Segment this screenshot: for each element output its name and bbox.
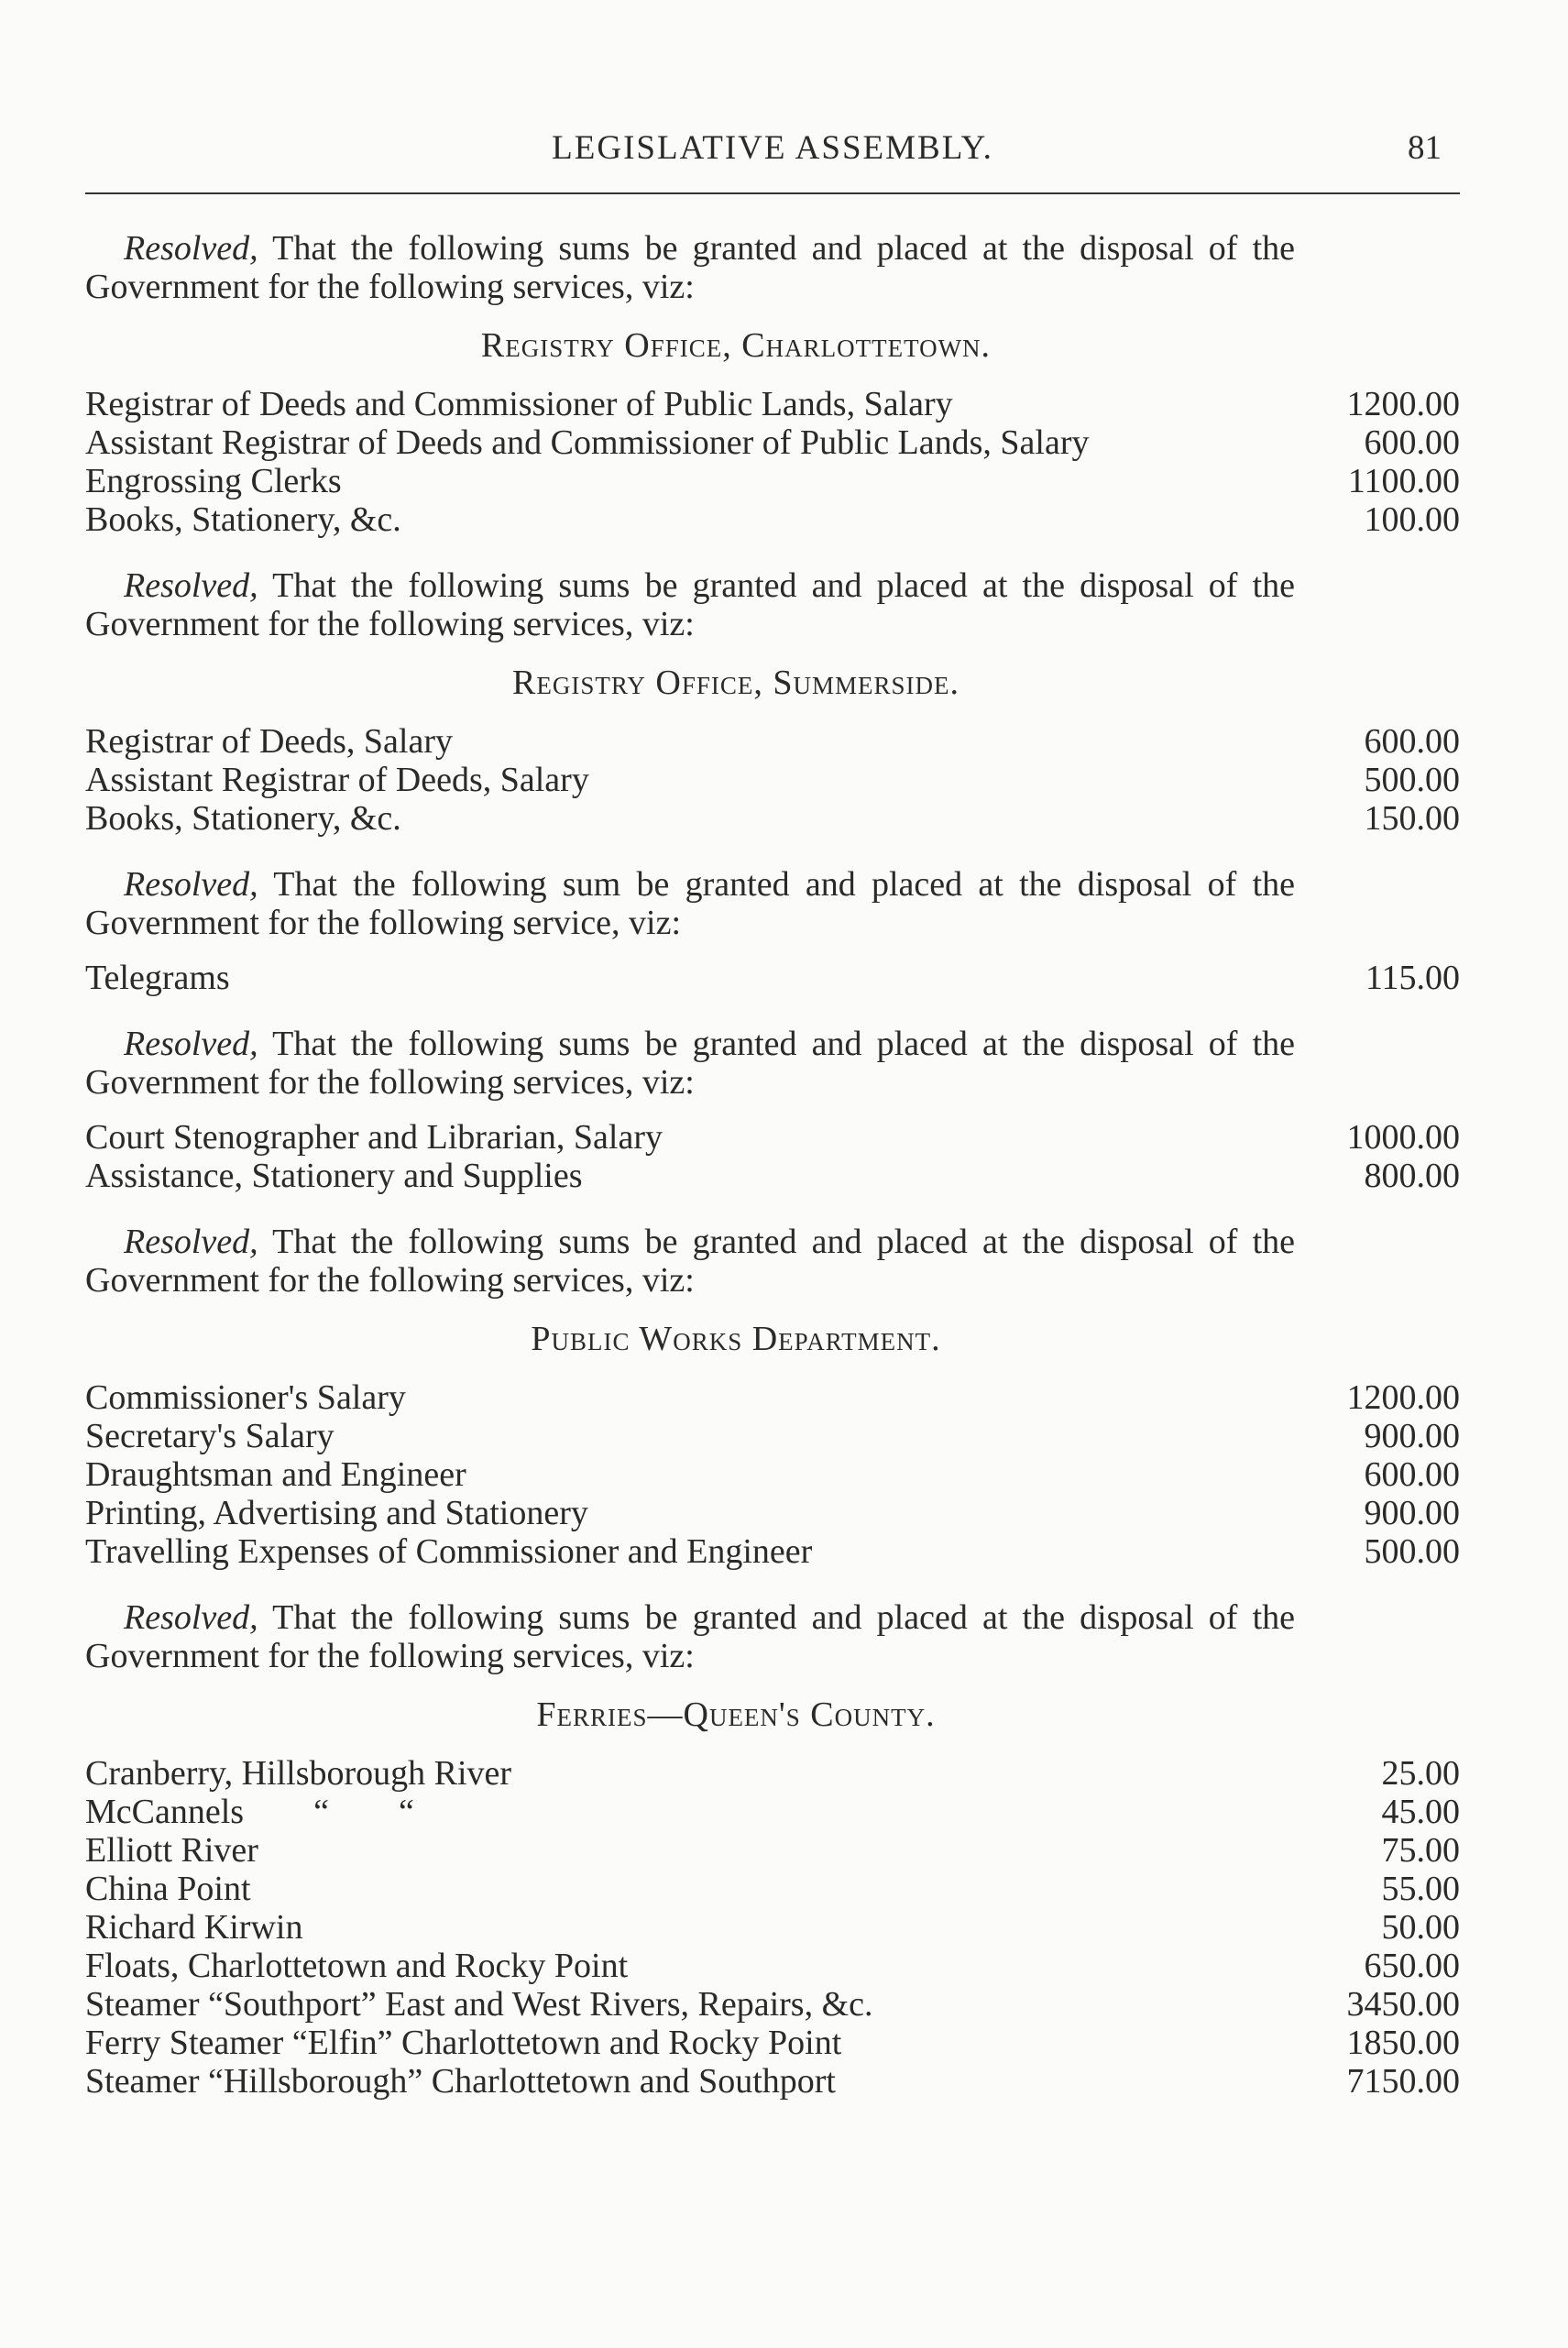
item-amount: 25.00 — [1381, 1754, 1460, 1793]
list-item — [85, 1494, 1460, 1532]
item-description: Registrar of Deeds and Commissioner of Public Lands, Salary — [85, 385, 953, 423]
item-description: Engrossing Clerks — [85, 462, 342, 500]
header-rule — [85, 192, 1460, 194]
item-description: China Point — [85, 1870, 251, 1908]
resolved-label: Resolved, — [124, 1025, 258, 1063]
document-page — [85, 119, 1460, 2128]
item-amount: 45.00 — [1381, 1793, 1460, 1831]
item-description: Telegrams — [85, 959, 230, 997]
resolution-text: That the following sums be granted and placed at the disposal of the Government for the following services, viz: — [85, 229, 1295, 306]
list-item — [85, 722, 1460, 761]
item-amount: 600.00 — [1364, 1455, 1460, 1494]
item-description: Travelling Expenses of Commissioner and Engineer — [85, 1532, 813, 1571]
resolution-text: That the following sums be granted and placed at the disposal of the Government for the following services, viz: — [85, 1598, 1295, 1675]
appropriation-list — [85, 1378, 1460, 1571]
item-description: Printing, Advertising and Stationery — [85, 1494, 588, 1532]
item-description: McCannels “ “ — [85, 1793, 414, 1831]
appropriation-list — [85, 1754, 1460, 2101]
list-item — [85, 1754, 1460, 1793]
list-item — [85, 1908, 1460, 1947]
list-item — [85, 1455, 1460, 1494]
appropriation-list — [85, 959, 1460, 997]
item-description: Assistance, Stationery and Supplies — [85, 1157, 583, 1195]
section-heading: Public Works Department. — [531, 1320, 941, 1358]
page-title: LEGISLATIVE ASSEMBLY. — [552, 129, 993, 167]
item-amount: 75.00 — [1381, 1831, 1460, 1870]
appropriation-list — [85, 722, 1460, 838]
resolved-label: Resolved, — [124, 1598, 258, 1637]
list-item — [85, 1378, 1460, 1417]
item-description: Secretary's Salary — [85, 1417, 334, 1455]
resolution-paragraph — [85, 1598, 1295, 1675]
list-item — [85, 1870, 1460, 1908]
item-description: Steamer “Southport” East and West Rivers, Repairs, &c. — [85, 1985, 873, 2024]
item-description: Draughtsman and Engineer — [85, 1455, 466, 1494]
list-item — [85, 462, 1460, 500]
item-amount: 600.00 — [1364, 423, 1460, 462]
list-item — [85, 1157, 1460, 1195]
list-item — [85, 385, 1460, 423]
list-item — [85, 2062, 1460, 2101]
item-amount: 100.00 — [1364, 500, 1460, 539]
item-amount: 600.00 — [1364, 722, 1460, 761]
item-description: Cranberry, Hillsborough River — [85, 1754, 512, 1793]
list-item — [85, 500, 1460, 539]
item-description: Assistant Registrar of Deeds and Commissioner of Public Lands, Salary — [85, 423, 1090, 462]
item-amount: 150.00 — [1364, 799, 1460, 838]
item-amount: 900.00 — [1364, 1494, 1460, 1532]
resolved-label: Resolved, — [124, 566, 258, 605]
item-amount: 1000.00 — [1346, 1118, 1460, 1157]
item-amount: 900.00 — [1364, 1417, 1460, 1455]
list-item — [85, 1947, 1460, 1985]
item-amount: 1850.00 — [1346, 2024, 1460, 2062]
item-description: Richard Kirwin — [85, 1908, 303, 1947]
item-amount: 115.00 — [1365, 959, 1460, 997]
resolution-paragraph — [85, 1025, 1295, 1102]
document-body — [85, 229, 1460, 2101]
section-heading: Registry Office, Charlottetown. — [480, 326, 992, 365]
resolution-paragraph — [85, 865, 1295, 942]
item-description: Steamer “Hillsborough” Charlottetown and Southport — [85, 2062, 836, 2101]
resolution-paragraph — [85, 566, 1295, 643]
item-description: Commissioner's Salary — [85, 1378, 406, 1417]
item-amount: 55.00 — [1381, 1870, 1460, 1908]
item-description: Floats, Charlottetown and Rocky Point — [85, 1947, 629, 1985]
item-description: Assistant Registrar of Deeds, Salary — [85, 761, 589, 799]
resolution-paragraph — [85, 1223, 1295, 1300]
resolution-text: That the following sums be granted and placed at the disposal of the Government for the following services, viz: — [85, 1025, 1295, 1102]
item-amount: 500.00 — [1364, 761, 1460, 799]
section-heading: Registry Office, Summerside. — [512, 664, 959, 702]
list-item — [85, 799, 1460, 838]
item-amount: 7150.00 — [1346, 2062, 1460, 2101]
list-item — [85, 2024, 1460, 2062]
resolution-text: That the following sums be granted and placed at the disposal of the Government for the following services, viz: — [85, 566, 1295, 643]
item-amount: 50.00 — [1381, 1908, 1460, 1947]
item-description: Books, Stationery, &c. — [85, 799, 401, 838]
item-amount: 800.00 — [1364, 1157, 1460, 1195]
item-description: Ferry Steamer “Elfin” Charlottetown and Rocky Point — [85, 2024, 842, 2062]
appropriation-list — [85, 385, 1460, 539]
item-amount: 1200.00 — [1346, 385, 1460, 423]
resolution-text: That the following sums be granted and placed at the disposal of the Government for the following services, viz: — [85, 1223, 1295, 1300]
list-item — [85, 1985, 1460, 2024]
section-heading: Ferries—Queen's County. — [536, 1695, 936, 1734]
list-item — [85, 959, 1460, 997]
list-item — [85, 1793, 1460, 1831]
item-amount: 500.00 — [1364, 1532, 1460, 1571]
item-description: Elliott River — [85, 1831, 258, 1870]
list-item — [85, 1417, 1460, 1455]
list-item — [85, 1831, 1460, 1870]
resolved-label: Resolved, — [124, 229, 258, 268]
item-description: Registrar of Deeds, Salary — [85, 722, 453, 761]
resolved-label: Resolved, — [124, 1223, 258, 1261]
list-item — [85, 1118, 1460, 1157]
item-amount: 1100.00 — [1347, 462, 1460, 500]
list-item — [85, 761, 1460, 799]
item-description: Books, Stationery, &c. — [85, 500, 401, 539]
list-item — [85, 423, 1460, 462]
page-number: 81 — [1408, 129, 1442, 167]
list-item — [85, 1532, 1460, 1571]
running-header — [85, 119, 1460, 174]
resolution-paragraph — [85, 229, 1295, 306]
item-amount: 3450.00 — [1346, 1985, 1460, 2024]
appropriation-list — [85, 1118, 1460, 1195]
resolved-label: Resolved, — [124, 865, 258, 904]
item-amount: 1200.00 — [1346, 1378, 1460, 1417]
item-description: Court Stenographer and Librarian, Salary — [85, 1118, 663, 1157]
resolution-text: That the following sum be granted and placed at the disposal of the Government for the following service, viz: — [85, 865, 1295, 942]
item-amount: 650.00 — [1364, 1947, 1460, 1985]
